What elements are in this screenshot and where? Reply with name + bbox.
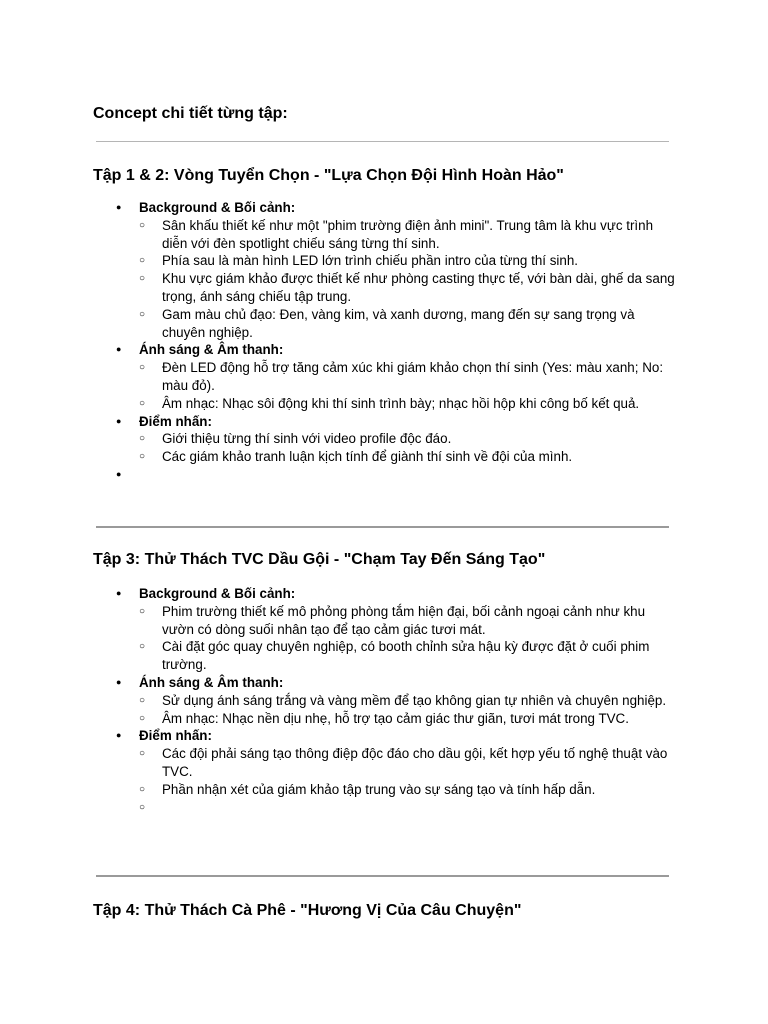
category-label: Ánh sáng & Âm thanh: bbox=[139, 674, 284, 690]
list-item: ○ Phần nhận xét của giám khảo tập trung vào sự sáng tạo và tính hấp dẫn. bbox=[139, 781, 676, 799]
document-title: Concept chi tiết từng tập: bbox=[93, 105, 288, 122]
sub-list bbox=[139, 603, 676, 674]
sub-list bbox=[139, 217, 676, 342]
category-item bbox=[116, 585, 676, 674]
category-item bbox=[116, 727, 676, 816]
list-item: ○ Âm nhạc: Nhạc sôi động khi thí sinh trình bày; nhạc hồi hộp khi công bố kết quả. bbox=[139, 395, 676, 413]
list-item: ○ Sử dụng ánh sáng trắng và vàng mềm để tạo không gian tự nhiên và chuyên nghiệp. bbox=[139, 692, 676, 710]
section-title: Tập 1 & 2: Vòng Tuyển Chọn - "Lựa Chọn Đội Hình Hoàn Hảo" bbox=[93, 167, 564, 184]
category-item bbox=[116, 674, 676, 727]
category-item bbox=[116, 199, 676, 341]
list-item: ○ Đèn LED động hỗ trợ tăng cảm xúc khi giám khảo chọn thí sinh (Yes: màu xanh; No: màu đỏ). bbox=[139, 359, 676, 395]
category-item bbox=[116, 341, 676, 412]
divider bbox=[96, 141, 669, 142]
empty-bullet bbox=[116, 466, 676, 484]
list-item: ○ Cài đặt góc quay chuyên nghiệp, có booth chỉnh sửa hậu kỳ được đặt ở cuối phim trường. bbox=[139, 638, 676, 674]
sub-list bbox=[139, 430, 676, 466]
sub-list bbox=[139, 745, 676, 816]
empty-sub-bullet bbox=[139, 799, 676, 817]
category-item bbox=[116, 413, 676, 466]
category-label: Background & Bối cảnh: bbox=[139, 586, 296, 601]
category-label: Background & Bối cảnh: bbox=[139, 200, 296, 215]
section-list bbox=[116, 585, 676, 816]
category-label: Điểm nhấn: bbox=[139, 413, 212, 429]
section-list bbox=[116, 199, 676, 484]
sub-list bbox=[139, 359, 676, 412]
list-item: ○ Phim trường thiết kế mô phỏng phòng tắm hiện đại, bối cảnh ngoại cảnh như khu vườn có dòng suối nhân tạo để tạo cảm giác tươi mát. bbox=[139, 603, 676, 639]
category-label: Ánh sáng & Âm thanh: bbox=[139, 342, 284, 358]
list-item: ○ Gam màu chủ đạo: Đen, vàng kim, và xanh dương, mang đến sự sang trọng và chuyên nghiệp. bbox=[139, 306, 676, 342]
divider bbox=[96, 875, 669, 877]
section-title: Tập 4: Thử Thách Cà Phê - "Hương Vị Của Câu Chuyện" bbox=[93, 902, 522, 919]
list-item: ○ Âm nhạc: Nhạc nền dịu nhẹ, hỗ trợ tạo cảm giác thư giãn, tươi mát trong TVC. bbox=[139, 710, 676, 728]
sub-list bbox=[139, 692, 676, 728]
list-item: ○ Các giám khảo tranh luận kịch tính để giành thí sinh về đội của mình. bbox=[139, 448, 676, 466]
list-item: ○ Các đội phải sáng tạo thông điệp độc đáo cho dầu gội, kết hợp yếu tố nghệ thuật vào TVC. bbox=[139, 745, 676, 781]
category-label: Điểm nhấn: bbox=[139, 728, 212, 744]
section-title: Tập 3: Thử Thách TVC Dầu Gội - "Chạm Tay Đến Sáng Tạo" bbox=[93, 551, 546, 568]
list-item: ○ Khu vực giám khảo được thiết kế như phòng casting thực tế, với bàn dài, ghế da sang trọng, ánh sáng chiếu tập trung. bbox=[139, 270, 676, 306]
list-item: ○ Phía sau là màn hình LED lớn trình chiếu phần intro của từng thí sinh. bbox=[139, 252, 676, 270]
divider bbox=[96, 526, 669, 528]
list-item: ○ Giới thiệu từng thí sinh với video profile độc đáo. bbox=[139, 430, 676, 448]
list-item: ○ Sân khấu thiết kế như một "phim trường điện ảnh mini". Trung tâm là khu vực trình diễn với đèn spotlight chiếu sáng từng thí sinh. bbox=[139, 217, 676, 253]
